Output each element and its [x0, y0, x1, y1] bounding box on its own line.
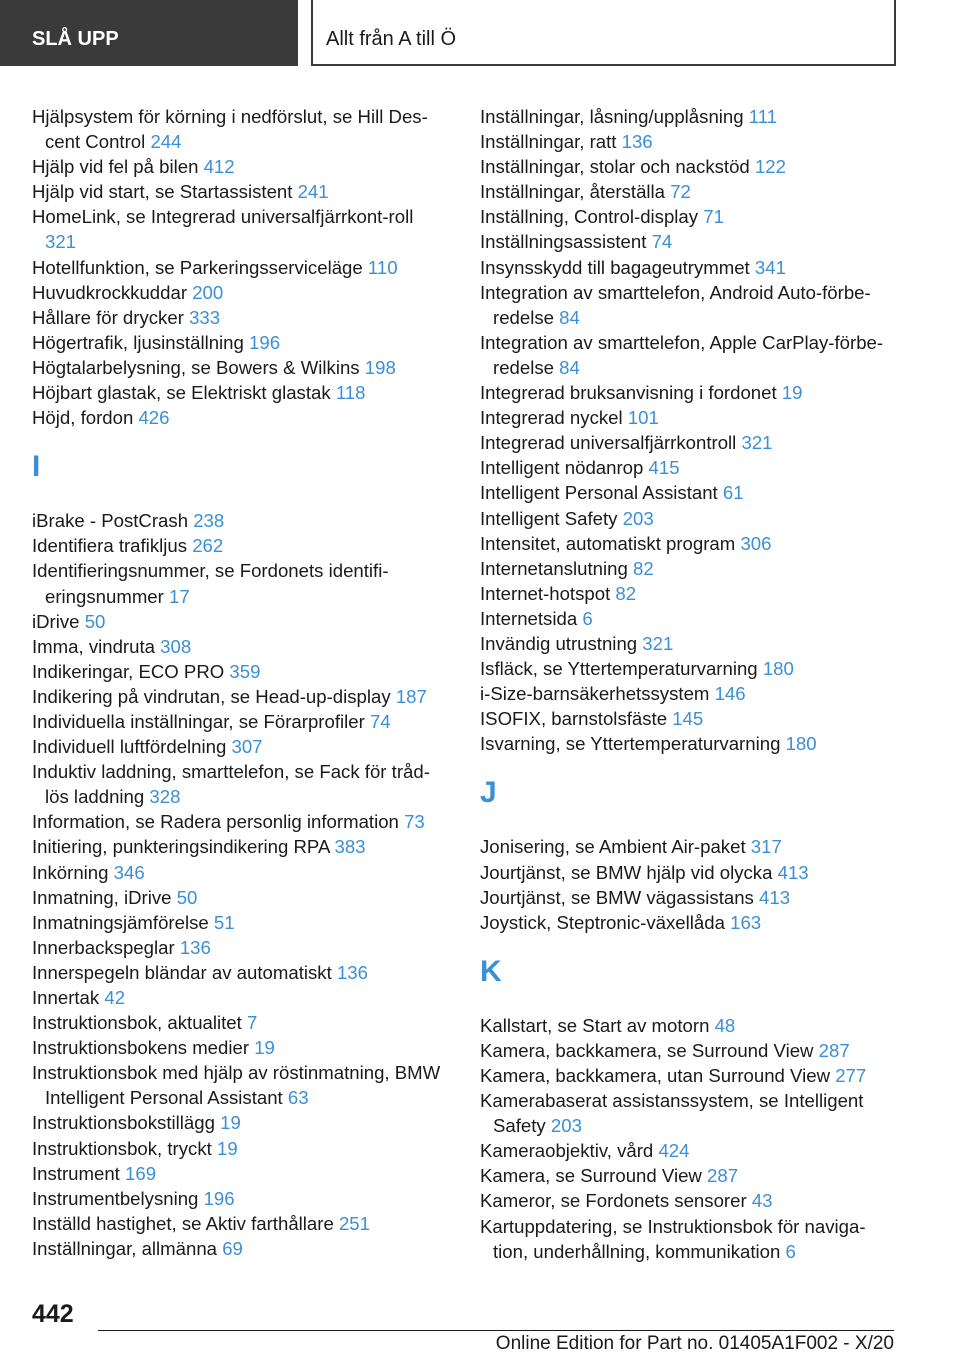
index-page-link[interactable]: 17 [169, 585, 190, 607]
index-page-link[interactable]: 84 [559, 356, 580, 378]
index-page-link[interactable]: 262 [192, 535, 224, 557]
index-entry-text: Höjbart glastak, se Elektriskt glastak [32, 382, 331, 404]
index-entry [480, 1013, 900, 1038]
tab-allt-fran-a-till-o[interactable] [311, 0, 896, 66]
index-page-link[interactable]: 321 [45, 231, 77, 253]
footer-divider [98, 1330, 894, 1331]
index-entry-text: Inställd hastighet, se Aktiv farthållare [32, 1212, 334, 1234]
index-page-link[interactable]: 7 [246, 1012, 258, 1034]
index-entry-text: Högtalarbelysning, se Bowers & Wilkins [32, 356, 360, 378]
index-entry-text: Isvarning, se Yttertemperaturvarning [480, 733, 781, 755]
index-entry-text: i-Size-barnsäkerhetssystem [480, 683, 710, 705]
index-entry-text: Inställningar, stolar och nackstöd [480, 156, 750, 178]
index-page-link[interactable]: 50 [176, 886, 198, 908]
index-entry [32, 280, 447, 305]
index-entry-text: Kameror, se Fordonets sensorer [480, 1190, 747, 1212]
index-page-link[interactable]: 317 [750, 836, 782, 858]
index-page-link[interactable]: 187 [395, 685, 427, 707]
index-entry [32, 759, 447, 809]
index-page-link[interactable]: 169 [125, 1162, 157, 1184]
index-entry-text: Inställningar, återställa [480, 181, 666, 203]
index-entry-text: Kartuppdatering, se Instruktionsbok för naviga-tion, underhållning, kommunikation [480, 1215, 866, 1262]
index-entry-text: Hjälpsystem för körning i nedförslut, se Hill Des-cent Control [32, 106, 428, 153]
index-entry [480, 380, 900, 405]
index-entry [32, 860, 447, 885]
index-entry-text: Integrerad bruksanvisning i fordonet [480, 382, 777, 404]
index-entry-text: Indikeringar, ECO PRO [32, 660, 225, 682]
index-page-link[interactable]: 74 [651, 231, 673, 253]
index-entry-text: Internetsida [480, 607, 578, 629]
index-entry [32, 960, 447, 985]
index-page-link[interactable]: 203 [622, 507, 654, 529]
index-entry [32, 1110, 447, 1135]
index-entry-text: Intelligent Safety [480, 507, 618, 529]
index-entry-text: Information, se Radera personlig information [32, 811, 399, 833]
index-entry [480, 1188, 900, 1213]
index-entry-text: Kamera, backkamera, se Surround View [480, 1039, 814, 1061]
index-page-link[interactable]: 61 [722, 482, 744, 504]
index-entry [480, 430, 900, 455]
index-entry-text: Integration av smarttelefon, Apple CarPlay-förbe-redelse [480, 331, 884, 378]
index-entry-text: Internet-hotspot [480, 582, 611, 604]
index-entry [480, 506, 900, 531]
index-letter-heading: K [480, 954, 502, 988]
index-page-link[interactable]: 50 [84, 610, 106, 632]
index-entry [480, 280, 900, 330]
index-entry [480, 1063, 900, 1088]
index-entry-text: Inställningar, allmänna [32, 1237, 218, 1259]
footer-edition: Online Edition for Part no. 01405A1F002 - X/20 [495, 1333, 894, 1354]
index-page-link[interactable]: 412 [203, 156, 235, 178]
index-entry-text: Inställningar, ratt [480, 131, 617, 153]
index-page-link[interactable]: 145 [672, 708, 704, 730]
index-entry [480, 531, 900, 556]
index-page-link[interactable]: 196 [249, 331, 281, 353]
index-entry [32, 709, 447, 734]
index-entry [32, 405, 447, 430]
index-page-link[interactable]: 287 [818, 1039, 850, 1061]
index-entry-text: Intensitet, automatiskt program [480, 532, 736, 554]
index-page-link[interactable]: 328 [149, 786, 181, 808]
index-page-link[interactable]: 19 [781, 382, 803, 404]
index-page-link[interactable]: 244 [150, 131, 182, 153]
index-page-link[interactable]: 111 [748, 106, 778, 127]
index-page-link[interactable]: 200 [192, 281, 224, 303]
index-page-link[interactable]: 72 [670, 181, 691, 203]
index-page-link[interactable]: 413 [777, 861, 809, 883]
index-page-link[interactable]: 84 [559, 306, 580, 328]
index-entry [480, 1088, 900, 1138]
index-entry [32, 204, 447, 254]
index-entry [32, 885, 447, 910]
index-entry-text: Hållare för drycker [32, 306, 184, 328]
index-entry [480, 556, 900, 581]
index-page-link[interactable]: 69 [222, 1237, 243, 1259]
index-entry-text: Instrument [32, 1162, 120, 1184]
tab-sla-upp-label: SLÅ UPP [32, 28, 119, 50]
index-page-link[interactable]: 198 [364, 356, 396, 378]
index-entry-text: Invändig utrustning [480, 632, 638, 654]
index-entry [480, 834, 900, 859]
index-entry-text: iBrake - PostCrash [32, 510, 189, 532]
index-page-link[interactable]: 287 [707, 1165, 739, 1187]
index-page-link[interactable]: 51 [213, 911, 235, 933]
index-page-link[interactable]: 251 [338, 1212, 370, 1234]
index-page-link[interactable]: 6 [582, 607, 593, 629]
index-page-link[interactable]: 413 [759, 886, 791, 908]
index-entry [32, 558, 447, 608]
index-page-link[interactable]: 424 [658, 1140, 690, 1162]
index-page-link[interactable]: 238 [193, 510, 225, 532]
index-entry [480, 631, 900, 656]
index-page-link[interactable]: 203 [550, 1115, 582, 1137]
index-entry [32, 809, 447, 834]
index-entry-text: HomeLink, se Integrerad universalfjärrkont-roll [32, 206, 414, 228]
index-entry-text: Intelligent nödanrop [480, 457, 644, 479]
index-entry-text: Indikering på vindrutan, se Head-up-display [32, 685, 391, 707]
index-entry [480, 1138, 900, 1163]
tab-allt-fran-a-till-o-label: Allt från A till Ö [326, 28, 457, 50]
index-entry [32, 684, 447, 709]
index-entry [480, 731, 900, 756]
index-entry-text: Internetanslutning [480, 557, 628, 579]
index-entry-text: Hjälp vid fel på bilen [32, 156, 199, 178]
index-entry [480, 330, 900, 380]
index-entry [480, 255, 900, 280]
index-entry-text: Joystick, Steptronic-växellåda [480, 911, 725, 933]
index-entry-text: Individuella inställningar, se Förarprofiler [32, 710, 365, 732]
index-page-link[interactable]: 71 [703, 206, 724, 228]
index-page-link[interactable]: 110 [367, 256, 398, 278]
index-entry [32, 1060, 447, 1110]
index-entry [32, 508, 447, 533]
index-entry-text: Inmatningsjämförelse [32, 911, 209, 933]
index-page-link[interactable]: 136 [336, 961, 368, 983]
index-entry [32, 1236, 447, 1261]
index-page-link[interactable]: 19 [216, 1137, 238, 1159]
index-entry-text: Kamera, backkamera, utan Surround View [480, 1065, 831, 1086]
index-page-link[interactable]: 346 [113, 861, 145, 883]
index-entry [480, 1214, 900, 1264]
index-page-link[interactable]: 241 [297, 181, 329, 203]
index-entry-text: Innerbackspeglar [32, 936, 175, 958]
index-letter-heading: I [32, 450, 41, 484]
index-entry-text: Instruktionsbok med hjälp av röstinmatning, BMW Intelligent Personal Assistant [32, 1062, 441, 1109]
index-column-right [480, 104, 900, 1264]
index-entry-text: Integration av smarttelefon, Android Auto-förbe-redelse [480, 281, 871, 328]
index-entry [32, 533, 447, 558]
index-page-link[interactable]: 359 [229, 660, 261, 682]
index-entry-text: Isfläck, se Yttertemperaturvarning [480, 658, 758, 680]
index-entry-text: Inkörning [32, 861, 109, 883]
index-page-link[interactable]: 196 [203, 1187, 235, 1209]
index-page-link[interactable]: 306 [740, 532, 772, 554]
index-page-link[interactable]: 333 [189, 306, 221, 328]
index-entry [32, 1186, 447, 1211]
index-entry-text: Identifieringsnummer, se Fordonets identifi-eringsnummer [32, 560, 389, 607]
index-page-link[interactable]: 73 [404, 811, 425, 833]
index-entry-text: Instruktionsbokstillägg [32, 1112, 215, 1134]
index-entry [480, 129, 900, 154]
top-bar [0, 0, 960, 66]
index-entry [32, 634, 447, 659]
index-entry [480, 405, 900, 430]
index-entry-text: Högertrafik, ljusinställning [32, 331, 244, 353]
index-page-link[interactable]: 383 [334, 836, 366, 858]
index-entry-text: Innerspegeln bländar av automatiskt [32, 961, 332, 983]
index-entry-text: ISOFIX, barnstolsfäste [480, 708, 668, 730]
index-entry-text: Jourtjänst, se BMW hjälp vid olycka [480, 861, 773, 883]
index-entry [32, 659, 447, 684]
index-page-link[interactable]: 63 [287, 1087, 309, 1109]
index-entry-text: Integrerad universalfjärrkontroll [480, 432, 737, 454]
index-page-link[interactable]: 136 [621, 131, 653, 153]
index-entry [480, 581, 900, 606]
index-entry [480, 606, 900, 631]
index-entry [480, 1038, 900, 1063]
index-entry [32, 305, 447, 330]
index-entry-text: Inmatning, iDrive [32, 886, 172, 908]
index-page-link[interactable]: 163 [730, 911, 762, 933]
index-entry [32, 1211, 447, 1236]
index-entry-text: Kallstart, se Start av motorn [480, 1014, 710, 1036]
index-page-link[interactable]: 277 [835, 1065, 867, 1086]
index-page-link[interactable]: 308 [160, 635, 192, 657]
index-entry [32, 104, 447, 154]
index-page-link[interactable]: 6 [785, 1240, 796, 1262]
index-entry-text: Hotellfunktion, se Parkeringsserviceläge [32, 256, 363, 278]
index-entry [32, 1035, 447, 1060]
index-page-link[interactable]: 321 [741, 432, 773, 454]
index-entry [480, 480, 900, 505]
index-entry [480, 179, 900, 204]
index-entry [32, 255, 447, 280]
index-entry [32, 985, 447, 1010]
index-entry-text: Inställning, Control-display [480, 206, 699, 228]
index-page-link[interactable]: 101 [627, 407, 659, 429]
index-page-link[interactable]: 19 [220, 1112, 241, 1134]
index-entry-text: Integrerad nyckel [480, 407, 623, 429]
index-page-link[interactable]: 42 [104, 987, 126, 1008]
index-page-link[interactable]: 136 [179, 936, 211, 958]
index-page-link[interactable]: 180 [785, 733, 817, 755]
index-entry [480, 204, 900, 229]
index-entry-text: Individuell luftfördelning [32, 736, 227, 758]
index-entry-text: Huvudkrockkuddar [32, 281, 188, 303]
index-entry [32, 834, 447, 859]
index-entry [480, 681, 900, 706]
index-entry [32, 154, 447, 179]
index-entry-text: Kamerabaserat assistanssystem, se Intelligent Safety [480, 1090, 864, 1137]
index-entry-text: Instruktionsbokens medier [32, 1037, 250, 1059]
index-entry [480, 706, 900, 731]
index-page-link[interactable]: 341 [754, 256, 786, 278]
index-page-link[interactable]: 74 [369, 710, 391, 732]
index-entry [480, 229, 900, 254]
index-entry [32, 935, 447, 960]
index-entry-text: Hjälp vid start, se Startassistent [32, 181, 293, 203]
index-page-link[interactable]: 415 [648, 457, 680, 479]
index-entry [32, 1136, 447, 1161]
tab-sla-upp[interactable] [0, 0, 298, 66]
index-entry [32, 910, 447, 935]
index-entry-text: iDrive [32, 610, 80, 632]
index-page-link[interactable]: 122 [754, 156, 786, 178]
index-entry-text: Instruktionsbok, aktualitet [32, 1012, 242, 1034]
index-entry-text: Instruktionsbok, tryckt [32, 1137, 212, 1159]
index-entry-text: Kamera, se Surround View [480, 1165, 702, 1187]
index-page-link[interactable]: 321 [642, 632, 674, 654]
index-entry-text: Inställningsassistent [480, 231, 647, 253]
index-entry-text: Initiering, punkteringsindikering RPA [32, 836, 330, 858]
index-entry-text: Inställningar, låsning/upplåsning [480, 106, 744, 127]
index-entry [32, 1161, 447, 1186]
index-entry-text: Insynsskydd till bagageutrymmet [480, 256, 750, 278]
index-entry [480, 910, 900, 935]
index-entry-text: Instrumentbelysning [32, 1187, 199, 1209]
index-page-link[interactable]: 146 [714, 683, 746, 705]
index-entry [32, 330, 447, 355]
index-entry [480, 455, 900, 480]
index-entry-text: Jourtjänst, se BMW vägassistans [480, 886, 754, 908]
index-entry-text: Induktiv laddning, smarttelefon, se Fack för tråd-lös laddning [32, 761, 430, 808]
index-entry [480, 154, 900, 179]
page-number: 442 [32, 1300, 74, 1328]
index-entry-text: Innertak [32, 987, 100, 1008]
index-entry-text: Imma, vindruta [32, 635, 155, 657]
index-entry [32, 1010, 447, 1035]
index-entry [32, 179, 447, 204]
index-entry [32, 734, 447, 759]
index-page-link[interactable]: 180 [762, 658, 794, 680]
index-page-link[interactable]: 19 [254, 1037, 275, 1059]
index-letter-heading: J [480, 776, 497, 810]
index-entry-text: Kameraobjektiv, vård [480, 1140, 654, 1162]
index-entry [480, 104, 900, 129]
index-entry [480, 1163, 900, 1188]
index-entry [32, 355, 447, 380]
index-entry-text: Jonisering, se Ambient Air-paket [480, 836, 746, 858]
index-column-left [32, 104, 447, 1261]
index-entry [32, 380, 447, 405]
index-entry [480, 885, 900, 910]
index-entry-text: Identifiera trafikljus [32, 535, 188, 557]
index-page-link[interactable]: 43 [751, 1190, 773, 1212]
index-page-link[interactable]: 307 [231, 736, 263, 758]
index-page-link[interactable]: 426 [138, 407, 170, 429]
index-entry-text: Höjd, fordon [32, 407, 134, 429]
index-entry [32, 609, 447, 634]
index-entry [480, 656, 900, 681]
index-page-link[interactable]: 82 [633, 557, 654, 579]
index-entry-text: Intelligent Personal Assistant [480, 482, 718, 504]
index-page-link[interactable]: 118 [335, 382, 366, 404]
index-page-link[interactable]: 48 [714, 1014, 736, 1036]
index-entry [480, 860, 900, 885]
index-page-link[interactable]: 82 [615, 582, 637, 604]
